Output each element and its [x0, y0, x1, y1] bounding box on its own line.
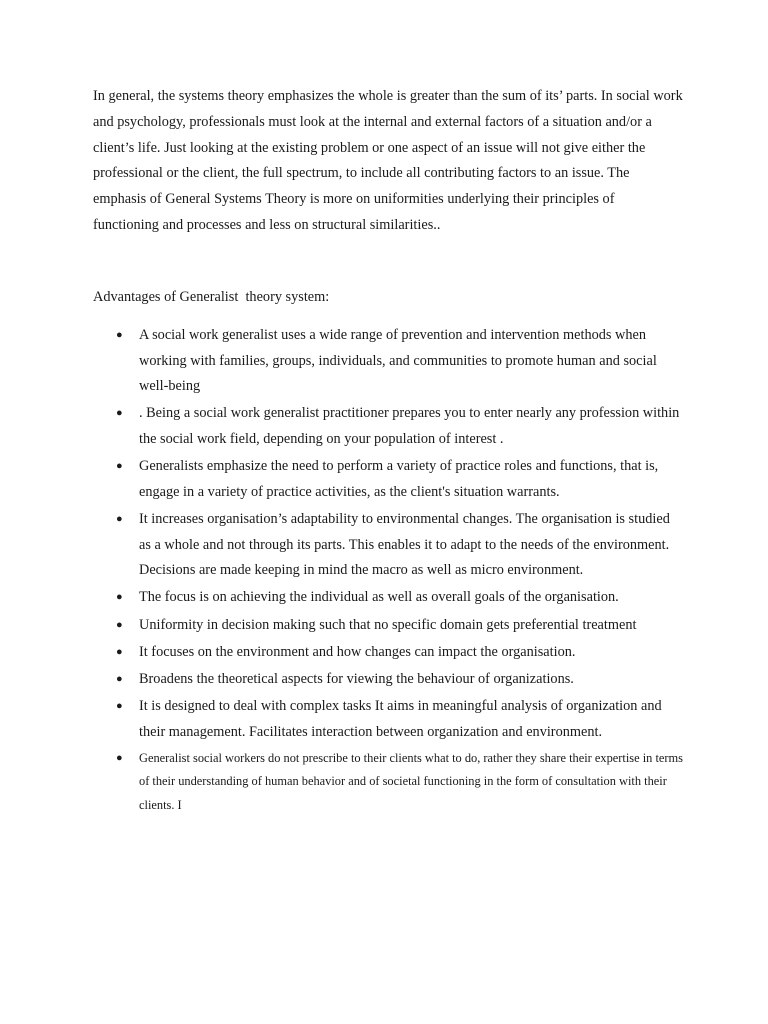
list-item — [0, 747, 684, 817]
list-item — [0, 667, 684, 693]
list-item — [0, 613, 684, 639]
bullet-icon: ● — [116, 591, 123, 604]
bullet-icon: ● — [116, 460, 123, 473]
advantages-heading: Advantages of Generalist theory system: — [93, 289, 330, 305]
intro-paragraph: In general, the systems theory emphasizes the whole is greater than the sum of its’ parts. In social work and psychology, professionals must look at the internal and external factors of a situation and/or a client’s life. Just looking at the existing problem or one aspect of an issue will not give either the professional or the client, the full spectrum, to include all contributing factors to an issue. The emphasis of General Systems Theory is more on uniformities underlying their principles of functioning and processes and less on structural similarities.. — [93, 88, 683, 233]
bullet-icon: ● — [116, 329, 123, 341]
list-item-text: Broadens the theoretical aspects for viewing the behaviour of organizations. — [139, 670, 574, 687]
list-item — [0, 454, 684, 505]
list-item — [0, 323, 684, 400]
list-item-text: . Being a social work generalist practitioner prepares you to enter nearly any profession within the social work field, depending on your population of interest . — [139, 405, 680, 447]
bullet-icon: ● — [116, 672, 123, 685]
bullet-icon: ● — [116, 645, 123, 658]
bullet-icon: ● — [116, 618, 123, 631]
list-item-text: It increases organisation’s adaptability to environmental changes. The organisation is studied as a whole and not through its parts. This enables it to adapt to the needs of the environment. Decisions are made keeping in mind the macro as well as micro environment. — [139, 510, 670, 579]
bullet-icon: ● — [116, 751, 123, 764]
list-item — [0, 507, 684, 584]
list-item-text: The focus is on achieving the individual as well as overall goals of the organisation. — [139, 589, 619, 606]
list-item-text: A social work generalist uses a wide range of prevention and intervention methods when working with families, groups, individuals, and communities to promote human and social well-being — [139, 327, 657, 395]
list-item — [0, 401, 684, 452]
list-item — [0, 640, 684, 666]
list-item — [0, 585, 684, 611]
bullet-icon: ● — [116, 407, 123, 420]
advantages-list — [0, 323, 768, 819]
list-item — [0, 694, 684, 745]
list-item-text: Generalist social workers do not prescribe to their clients what to do, rather they share their expertise in terms of their understanding of human behavior and of societal functioning in the form of consultation with their clients. I — [139, 750, 683, 812]
bullet-icon: ● — [116, 700, 123, 713]
list-item-text: Uniformity in decision making such that no specific domain gets preferential treatment — [139, 616, 637, 633]
list-item-text: It is designed to deal with complex tasks It aims in meaningful analysis of organization and their management. Facilitates interaction between organization and environment. — [139, 698, 662, 740]
list-item-text: It focuses on the environment and how changes can impact the organisation. — [139, 643, 576, 660]
list-item-text: Generalists emphasize the need to perform a variety of practice roles and functions, that is, engage in a variety of practice activities, as the client's situation warrants. — [139, 458, 659, 500]
bullet-icon: ● — [116, 512, 123, 525]
